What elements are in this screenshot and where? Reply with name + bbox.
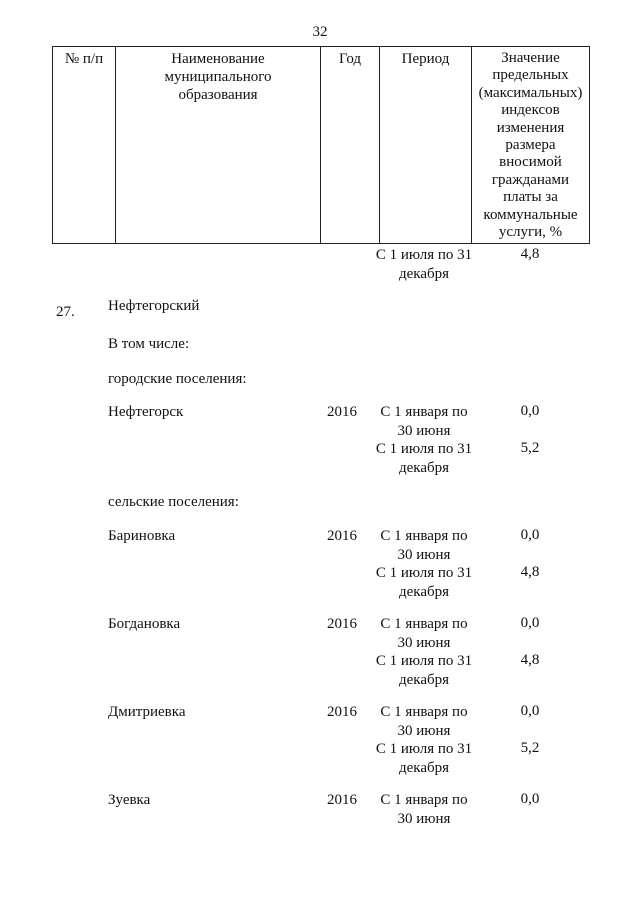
municipality-name: Богдановка [108,616,181,632]
urban-settlements-label: городские поселения: [108,371,247,387]
page-number: 32 [312,24,328,40]
section-including: В том числе: [108,336,190,352]
row-value-1: 0,0 [520,791,540,807]
section-name: Нефтегорский [108,298,200,314]
row-year: 2016 [327,704,357,720]
row-period-1: С 1 января по 30 июня [380,616,468,651]
municipality-name: Дмитриевка [108,704,186,720]
row-value-1: 0,0 [520,703,540,719]
header-index-value [472,47,589,243]
row-value-2: 5,2 [520,440,540,456]
row-year: 2016 [327,792,357,808]
header-period: Период [380,47,472,243]
municipality-name: Бариновка [108,528,176,544]
header-year: Год [321,47,380,243]
municipality-name: Нефтегорск [108,404,184,420]
row-period-1: С 1 января по 30 июня [380,792,468,827]
rural-settlements-label: сельские поселения: [108,494,239,510]
row-value-1: 0,0 [520,403,540,419]
row-value-2: 5,2 [520,740,540,756]
table-header [52,46,590,244]
carryover-period: С 1 июля по 31 декабря [375,247,473,282]
row-value-1: 0,0 [520,527,540,543]
section-number: 27. [56,304,75,320]
row-year: 2016 [327,616,357,632]
row-period-2: С 1 июля по 31 декабря [375,565,473,600]
row-period-1: С 1 января по 30 июня [380,704,468,739]
row-value-2: 4,8 [520,652,540,668]
row-value-1: 0,0 [520,615,540,631]
row-period-2: С 1 июля по 31 декабря [375,653,473,688]
municipality-name: Зуевка [108,792,151,808]
row-value-2: 4,8 [520,564,540,580]
header-index-value-label: Значение предельных (максимальных) индексов изменения размера вносимой гражданами платы за коммунальные услуги, % [478,50,583,241]
header-number: № п/п [53,47,116,243]
header-municipality-label: Наименование муниципального образования [164,51,272,103]
row-period-2: С 1 июля по 31 декабря [375,741,473,776]
row-period-1: С 1 января по 30 июня [380,528,468,563]
row-year: 2016 [327,404,357,420]
row-year: 2016 [327,528,357,544]
row-period-1: С 1 января по 30 июня [380,404,468,439]
row-period-2: С 1 июля по 31 декабря [375,441,473,476]
carryover-value: 4,8 [520,246,540,262]
header-municipality [116,47,321,243]
